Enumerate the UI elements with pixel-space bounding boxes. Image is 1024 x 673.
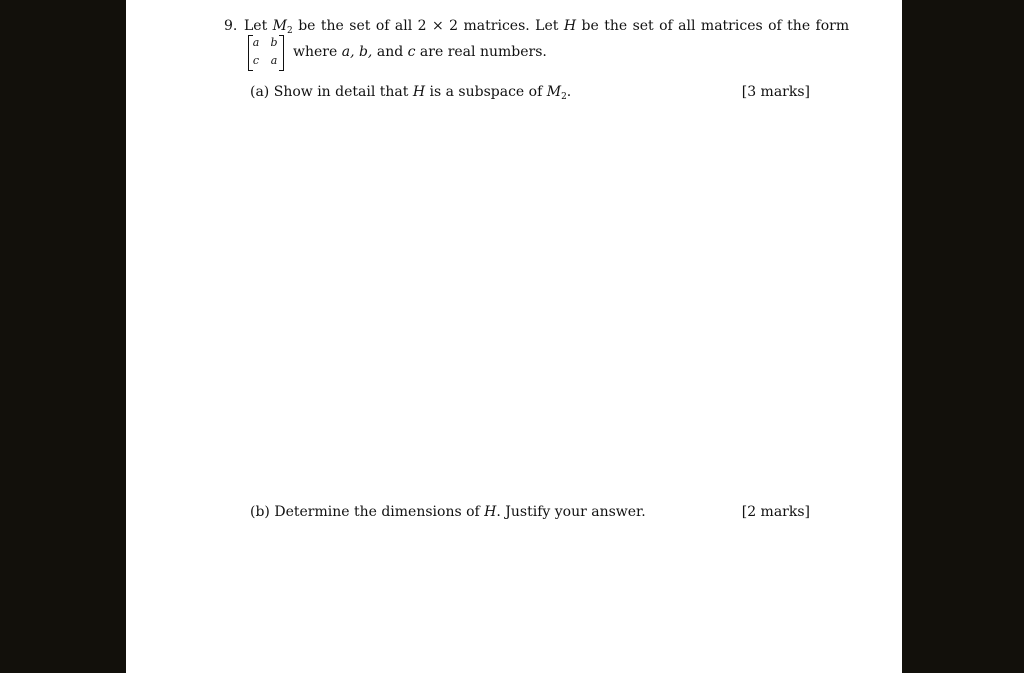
- part-a-marks: [3 marks]: [741, 84, 810, 100]
- intro-mid: be the set of all 2 × 2 matrices. Let: [292, 18, 564, 34]
- matrix-entry: c: [252, 54, 260, 67]
- intro-prefix: Let: [244, 18, 273, 34]
- matrix-form: [246, 35, 286, 71]
- intro-end: be the set of all matrices of the form: [576, 18, 850, 34]
- part-a-prompt: [250, 84, 571, 105]
- part-b-label: (b): [250, 504, 270, 520]
- part-b-prompt: [250, 504, 646, 520]
- question-condition: [293, 44, 547, 60]
- condition-end: are real numbers.: [415, 44, 547, 60]
- condition-var-c: c: [407, 44, 416, 60]
- question-number: 9.: [224, 18, 238, 34]
- condition-prefix: where: [293, 44, 342, 60]
- part-a-symbol2-sub: 2: [561, 92, 567, 102]
- matrix-entry: b: [270, 36, 278, 49]
- part-b-text-prefix: Determine the dimensions of: [269, 504, 485, 520]
- part-b-marks: [2 marks]: [741, 504, 810, 520]
- part-b-symbol: H: [484, 504, 497, 520]
- subset-symbol: H: [563, 18, 577, 34]
- matrix-entry: a: [252, 36, 260, 49]
- part-a-text-prefix: Show in detail that: [269, 84, 413, 100]
- part-a-label: (a): [250, 84, 270, 100]
- part-b-text-end: . Justify your answer.: [496, 504, 646, 520]
- matrix-entry: a: [270, 54, 278, 67]
- set-subscript: 2: [287, 26, 293, 36]
- document-page: [126, 0, 902, 673]
- set-symbol: M: [272, 18, 288, 34]
- condition-vars: a, b,: [341, 44, 373, 60]
- condition-and: and: [372, 44, 408, 60]
- question-intro: [244, 18, 849, 39]
- part-a-symbol2: M: [546, 84, 562, 100]
- part-a-text-end: .: [566, 84, 572, 100]
- part-a-text-mid: is a subspace of: [425, 84, 547, 100]
- part-a-symbol: H: [412, 84, 426, 100]
